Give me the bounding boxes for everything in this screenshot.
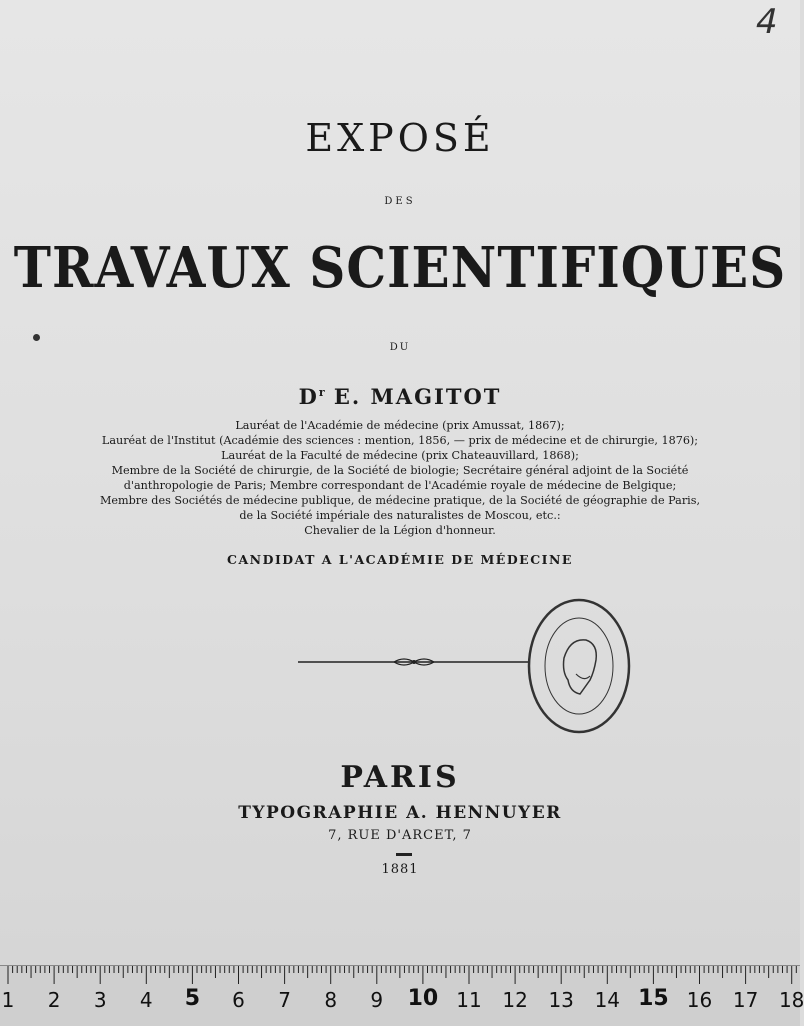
ruler-label: 8 bbox=[324, 988, 338, 1012]
author-name bbox=[0, 384, 800, 409]
ruler-label: 11 bbox=[456, 988, 482, 1012]
ruler-label: 15 bbox=[638, 986, 669, 1011]
library-stamp bbox=[524, 596, 634, 736]
credit-line: Membre de la Société de chirurgie, de la Société de biologie; Secrétaire général adjoint de la Société bbox=[111, 464, 689, 477]
credit-line: Lauréat de l'Institut (Académie des sciences : mention, 1856, — prix de médecine et de chirurgie, 1876); bbox=[101, 434, 699, 447]
imprint-address: 7, RUE D'ARCET, 7 bbox=[328, 828, 472, 843]
ruler-label: 16 bbox=[686, 988, 713, 1012]
imprint-rule bbox=[396, 853, 412, 856]
ruler-label: 14 bbox=[594, 988, 621, 1012]
credit-line: Chevalier de la Légion d'honneur. bbox=[304, 524, 496, 537]
measuring-ruler bbox=[0, 965, 804, 1026]
credits-block bbox=[0, 418, 800, 538]
ink-dot bbox=[33, 334, 40, 341]
ruler-label: 17 bbox=[732, 988, 759, 1012]
title-by: DU bbox=[389, 342, 411, 353]
author-suffix: r bbox=[318, 386, 325, 399]
ruler-label: 5 bbox=[184, 986, 201, 1011]
candidacy-line: CANDIDAT A L'ACADÉMIE DE MÉDECINE bbox=[227, 552, 573, 567]
credit-line: Lauréat de l'Académie de médecine (prix Amussat, 1867); bbox=[235, 419, 565, 432]
ruler-label: 9 bbox=[370, 988, 384, 1012]
author-prefix: D bbox=[298, 384, 319, 409]
title-subject: TRAVAUX SCIENTIFIQUES bbox=[13, 234, 787, 301]
ruler-label: 12 bbox=[502, 988, 528, 1012]
ornament-rule bbox=[298, 656, 530, 668]
ruler-label: 7 bbox=[278, 988, 291, 1012]
ruler-label: 1 bbox=[1, 988, 15, 1012]
imprint-city: PARIS bbox=[340, 760, 460, 795]
page-number: 4 bbox=[752, 2, 783, 42]
ruler-label: 10 bbox=[407, 986, 439, 1011]
ruler-label: 3 bbox=[93, 988, 107, 1012]
imprint-year: 1881 bbox=[381, 862, 419, 877]
credit-line: Lauréat de la Faculté de médecine (prix Chateauvillard, 1868); bbox=[221, 449, 579, 462]
ruler-label: 2 bbox=[47, 988, 61, 1012]
ruler-ticks bbox=[0, 966, 800, 1026]
ruler-label: 4 bbox=[139, 988, 153, 1012]
author-surname: E. MAGITOT bbox=[324, 384, 502, 409]
ruler-label: 13 bbox=[548, 988, 574, 1012]
credit-line: d'anthropologie de Paris; Membre correspondant de l'Académie royale de médecine de Belgique; bbox=[123, 479, 677, 492]
title-connector: DES bbox=[384, 196, 416, 207]
ruler-label: 18 bbox=[778, 988, 804, 1012]
credit-line: de la Société impériale des naturalistes de Moscou, etc.: bbox=[239, 509, 561, 522]
ruler-label: 6 bbox=[232, 988, 245, 1012]
imprint-printer: TYPOGRAPHIE A. HENNUYER bbox=[238, 803, 562, 823]
title-main: EXPOSÉ bbox=[305, 116, 495, 160]
credit-line: Membre des Sociétés de médecine publique, de médecine pratique, de la Société de géographie de Paris, bbox=[99, 494, 701, 507]
